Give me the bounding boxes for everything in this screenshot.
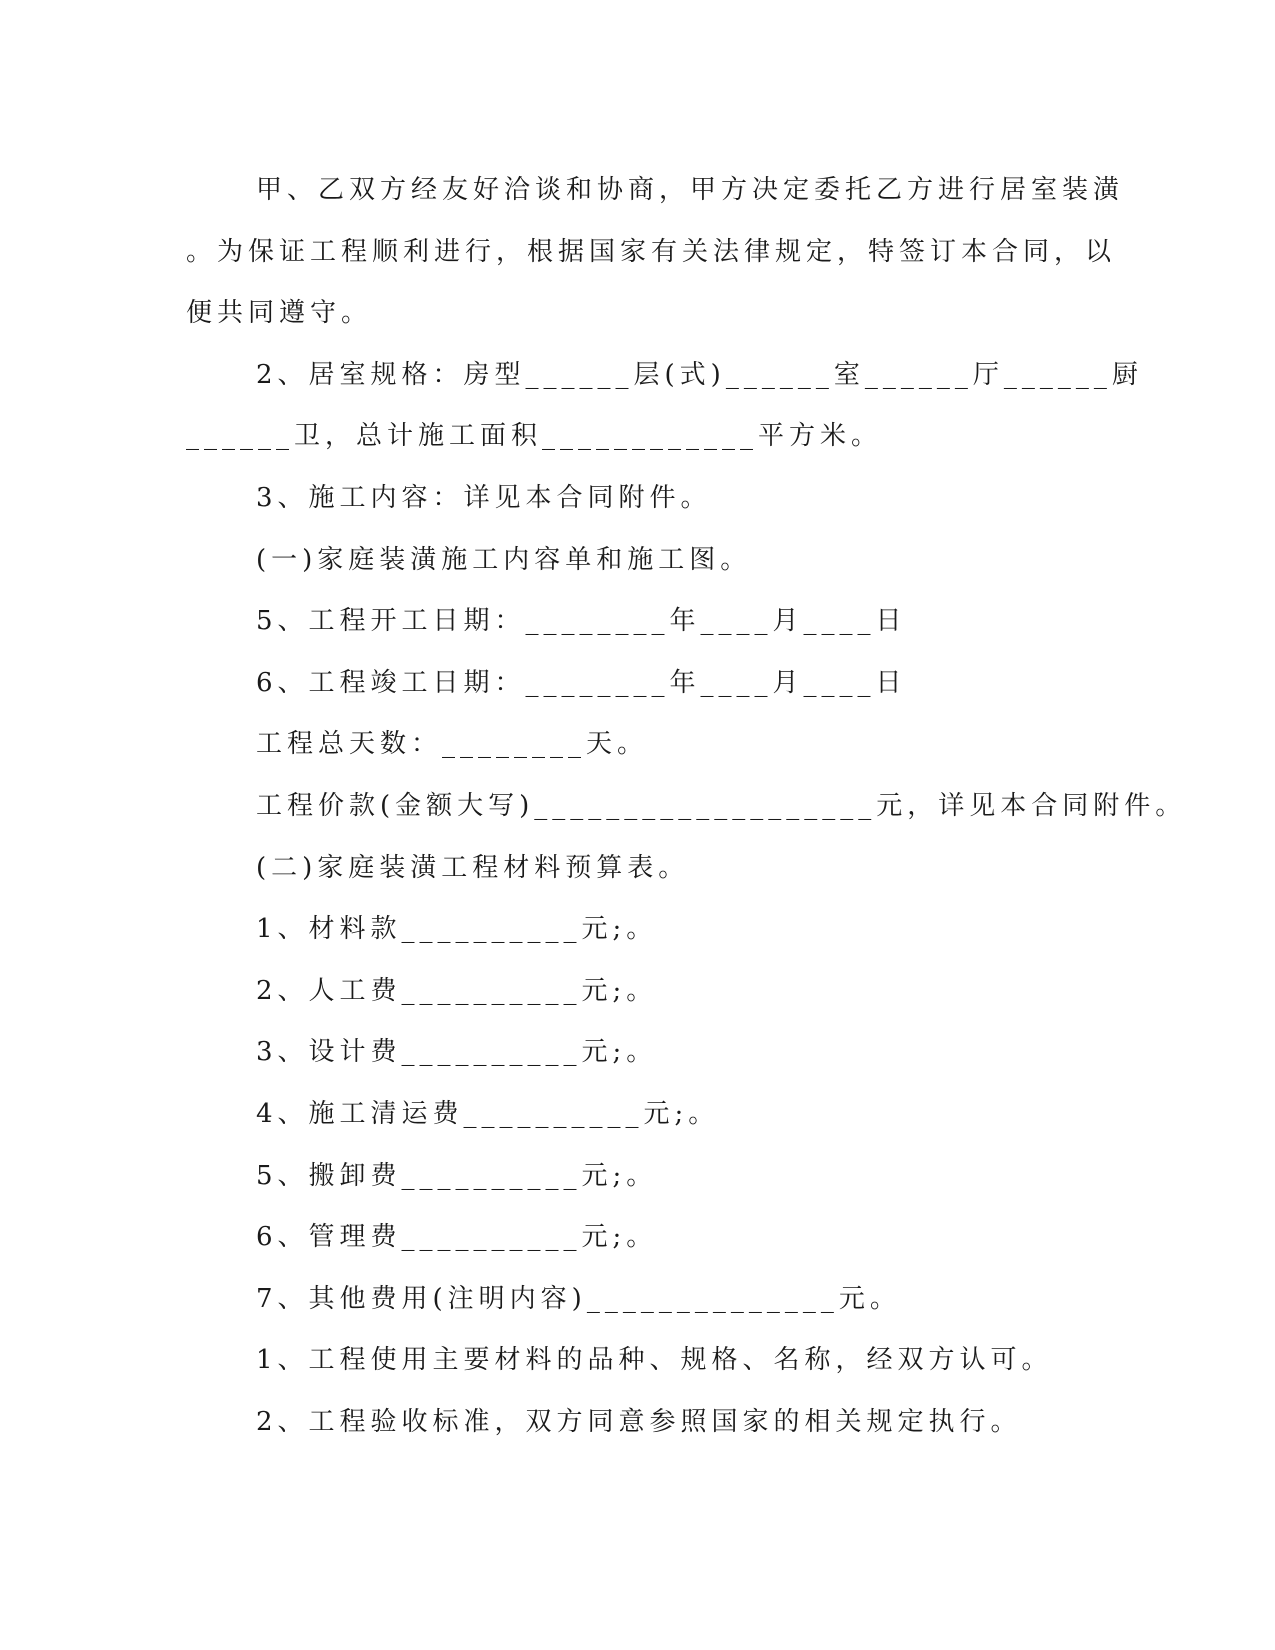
labor-cost-line: 2、人工费__________元;。: [256, 975, 658, 1006]
completion-date-line: 6、工程竣工日期：________年____月____日: [256, 667, 907, 698]
design-fee-line: 3、设计费__________元;。: [256, 1037, 658, 1068]
materials-approval-line: 1、工程使用主要材料的品种、规格、名称，经双方认可。: [256, 1345, 1053, 1376]
material-cost-line: 1、材料款__________元;。: [256, 914, 658, 945]
attachment-two-line: (二)家庭装潢工程材料预算表。: [256, 852, 690, 883]
contract-body: [186, 160, 1187, 1453]
paragraph-intro-line-3: 便共同遵守。: [186, 298, 373, 329]
contract-price-line: 工程价款(金额大写)___________________元，详见本合同附件。: [256, 790, 1187, 821]
paragraph-intro-line-2: 。为保证工程顺利进行，根据国家有关法律规定，特签订本合同，以: [186, 236, 1117, 267]
room-spec-line-2: ______卫，总计施工面积____________平方米。: [186, 421, 883, 452]
start-date-line: 5、工程开工日期：________年____月____日: [256, 606, 907, 637]
room-spec-line-1: 2、居室规格：房型______层(式)______室______厅______厨: [256, 359, 1143, 390]
handling-fee-line: 5、搬卸费__________元;。: [256, 1160, 658, 1191]
management-fee-line: 6、管理费__________元;。: [256, 1222, 658, 1253]
total-days-line: 工程总天数：________天。: [256, 729, 649, 760]
other-fee-line: 7、其他费用(注明内容)______________元。: [256, 1283, 901, 1314]
attachment-one-line: (一)家庭装潢施工内容单和施工图。: [256, 544, 752, 575]
construction-content-line: 3、施工内容：详见本合同附件。: [256, 482, 712, 513]
paragraph-intro-line-1: 甲、乙双方经友好洽谈和协商，甲方决定委托乙方进行居室装潢: [256, 175, 1125, 205]
cleanup-fee-line: 4、施工清运费__________元;。: [256, 1098, 720, 1129]
acceptance-standard-line: 2、工程验收标准，双方同意参照国家的相关规定执行。: [256, 1406, 1022, 1437]
